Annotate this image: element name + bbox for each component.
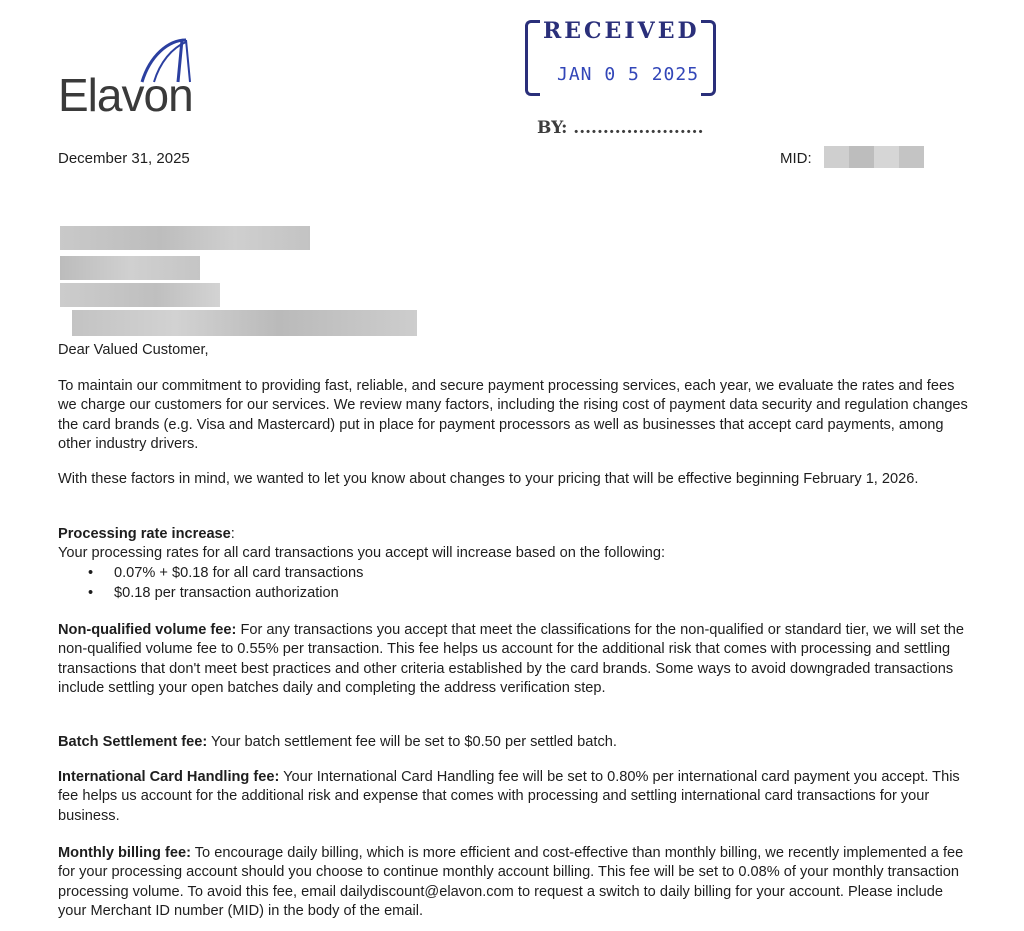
batch-fee-paragraph bbox=[58, 733, 968, 752]
elavon-logo bbox=[58, 36, 238, 121]
processing-heading-text: Processing rate increase bbox=[58, 526, 231, 542]
list-item: • $0.18 per transaction authorization bbox=[88, 584, 363, 604]
stamp-word: RECEIVED bbox=[543, 18, 700, 44]
effective-date-paragraph: With these factors in mind, we wanted to let you know about changes to your pricing that will be effective beginning February 1, 2026. bbox=[58, 471, 919, 487]
stamp-date: JAN 0 5 2025 bbox=[557, 64, 700, 85]
address-redacted-line bbox=[60, 226, 310, 250]
stamp-by-line: BY: ...................... bbox=[537, 118, 704, 138]
address-redacted-line bbox=[60, 283, 220, 307]
processing-intro: Your processing rates for all card transactions you accept will increase based on the following: bbox=[58, 545, 666, 561]
nq-text: For any transactions you accept that meet the classifications for the non-qualified or standard tier, we will set the non-qualified volume fee to 0.55% per transaction. This fee helps us account for the additional risk that comes with processing and settling transactions that don't meet best practices and other criteria established by the card brands. Some ways to avoid downgraded transactions include settling your open batches daily and completing the address verification step. bbox=[58, 622, 965, 696]
non-qualified-fee-paragraph bbox=[58, 621, 968, 698]
batch-label: Batch Settlement fee: bbox=[58, 734, 208, 750]
monthly-billing-paragraph bbox=[58, 844, 968, 921]
mid-label: MID: bbox=[780, 150, 812, 167]
letter-date: December 31, 2025 bbox=[58, 150, 190, 167]
intl-text: Your International Card Handling fee will be set to 0.80% per international card payment you accept. This fee helps us account for the additional risk and expense that comes with processing and settling international card transactions for your business. bbox=[58, 769, 960, 824]
processing-heading bbox=[58, 526, 235, 542]
address-redacted-line bbox=[60, 256, 200, 280]
processing-bullet-list bbox=[88, 564, 363, 603]
address-redacted-line bbox=[72, 310, 417, 336]
intro-paragraph: To maintain our commitment to providing fast, reliable, and secure payment processing services, each year, we evaluate the rates and fees we charge our customers for our services. We review many factors, including the rising cost of payment data security and regulation changes the card brands (e.g. Visa and Mastercard) put in place for payment processors as well as businesses that accept card payments, among other industry drivers. bbox=[58, 378, 968, 452]
mid-redacted bbox=[824, 146, 924, 168]
received-stamp bbox=[525, 14, 720, 94]
monthly-label: Monthly billing fee: bbox=[58, 845, 191, 861]
international-fee-paragraph bbox=[58, 768, 968, 826]
greeting: Dear Valued Customer, bbox=[58, 342, 209, 358]
monthly-text: To encourage daily billing, which is more efficient and cost-effective than monthly billing, we recently implemented a fee for your processing account should you choose to continue monthly account billing. This fee will be set to 0.08% of your monthly transaction processing volume. To avoid this fee, email dailydiscount@elavon.com to request a switch to daily billing for your account. Please include your Merchant ID number (MID) in the body of the email. bbox=[58, 845, 964, 919]
list-item: • 0.07% + $0.18 for all card transactions bbox=[88, 564, 363, 584]
stamp-bracket-left bbox=[525, 20, 540, 96]
intl-label: International Card Handling fee: bbox=[58, 769, 280, 785]
processing-heading-colon: : bbox=[230, 526, 235, 542]
logo-wordmark: Elavon bbox=[58, 69, 193, 121]
batch-text: Your batch settlement fee will be set to $0.50 per settled batch. bbox=[207, 734, 617, 750]
nq-label: Non-qualified volume fee: bbox=[58, 622, 237, 638]
stamp-bracket-right bbox=[701, 20, 716, 96]
